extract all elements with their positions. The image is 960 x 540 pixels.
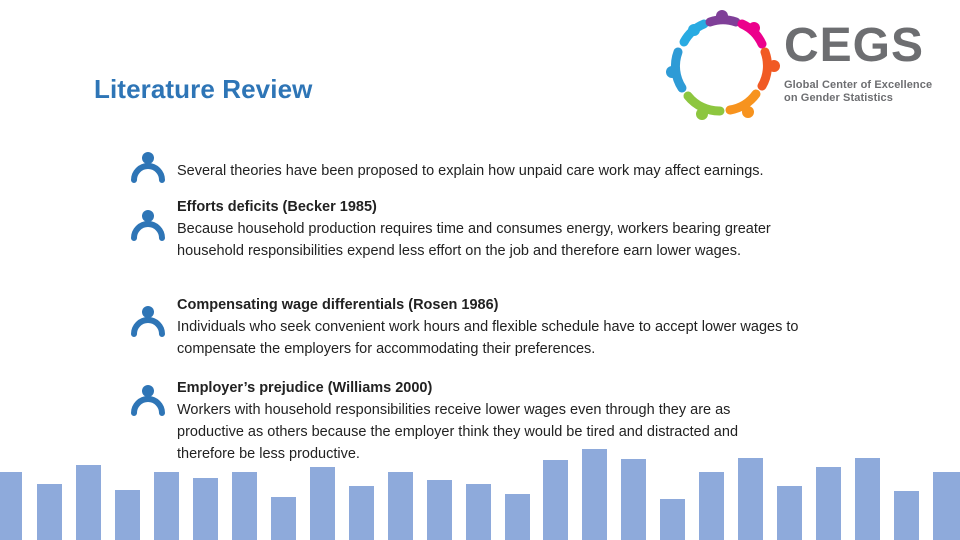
bullet-text xyxy=(177,196,917,262)
bullet-line: Individuals who seek convenient work hours and flexible schedule have to accept lower wages to xyxy=(177,319,799,335)
bar xyxy=(349,486,374,540)
bar xyxy=(154,472,179,540)
bar xyxy=(543,460,568,540)
person-icon xyxy=(130,383,166,417)
bar xyxy=(621,459,646,540)
logo-ring-icon xyxy=(664,10,784,128)
bullet-heading: Employer’s prejudice (Williams 2000) xyxy=(177,380,433,396)
bullet-line: productive as others because the employer think they would be tired and distracted and xyxy=(177,424,739,440)
person-icon xyxy=(130,150,166,184)
slide-title: Literature Review xyxy=(94,74,313,104)
bar xyxy=(894,491,919,540)
bullet-text xyxy=(177,160,917,182)
cegs-logo xyxy=(664,10,934,128)
bullet-line: Workers with household responsibilities receive lower wages even through they are as xyxy=(177,402,731,418)
bar xyxy=(699,472,724,540)
bar xyxy=(310,467,335,540)
bullet-line: Because household production requires time and consumes energy, workers bearing greater xyxy=(177,221,771,237)
bullet-line: Several theories have been proposed to explain how unpaid care work may affect earnings. xyxy=(177,163,764,179)
bar xyxy=(777,486,802,540)
bar xyxy=(76,465,101,540)
bar xyxy=(115,490,140,540)
bullet-line: compensate the employers for accommodating their preferences. xyxy=(177,341,596,357)
bullet-heading: Compensating wage differentials (Rosen 1986) xyxy=(177,297,499,313)
person-icon xyxy=(130,208,166,242)
bar xyxy=(738,458,763,540)
bullet-line: therefore be less productive. xyxy=(177,446,360,462)
bar xyxy=(505,494,530,540)
bar xyxy=(193,478,218,540)
person-icon xyxy=(130,304,166,338)
bar xyxy=(0,472,22,540)
bar xyxy=(427,480,452,540)
bar xyxy=(271,497,296,540)
bar xyxy=(466,484,491,540)
bar xyxy=(660,499,685,540)
bar xyxy=(388,472,413,540)
logo-subtitle-line1: Global Center of Excellence xyxy=(784,79,933,91)
logo-subtitle-line2: on Gender Statistics xyxy=(784,92,893,104)
bullet-text xyxy=(177,294,917,360)
bullet-heading: Efforts deficits (Becker 1985) xyxy=(177,199,377,215)
bullet-text xyxy=(177,377,917,465)
bar xyxy=(855,458,880,540)
bullet-line: household responsibilities expend less effort on the job and therefore earn lower wages. xyxy=(177,243,741,259)
logo-wordmark: CEGS xyxy=(784,19,925,72)
bar xyxy=(232,472,257,540)
bar xyxy=(816,467,841,540)
bar xyxy=(933,472,960,540)
bar xyxy=(37,484,62,540)
